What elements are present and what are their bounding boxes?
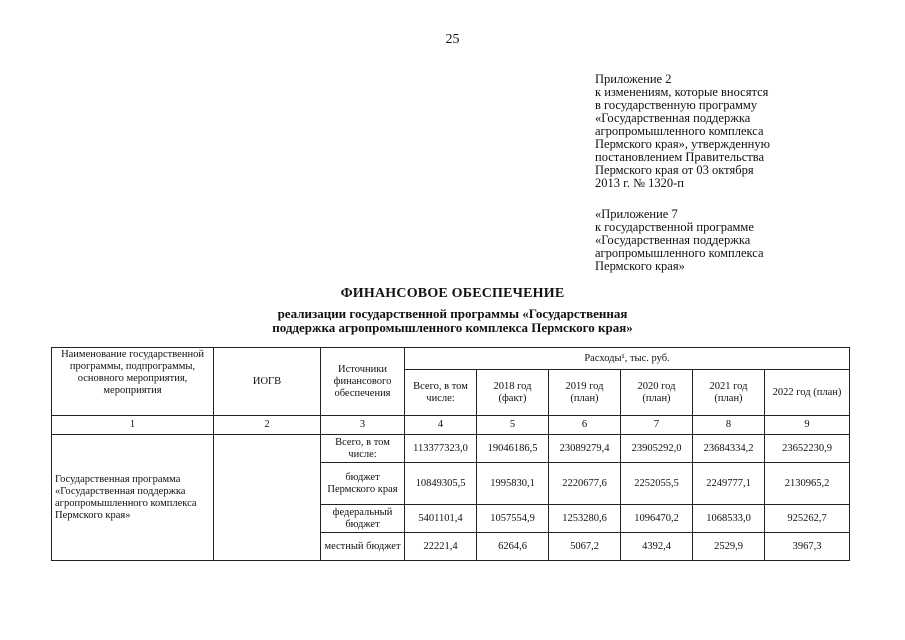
appendix-note-7	[595, 208, 764, 273]
appendix-note-2	[595, 73, 770, 190]
column-number: 1	[52, 416, 214, 435]
column-number: 4	[405, 416, 477, 435]
value-cell: 22221,4	[405, 533, 477, 561]
appendix-line: «Государственная поддержка	[595, 111, 751, 125]
value-cell: 23089279,4	[549, 435, 621, 463]
page-number: 25	[445, 32, 460, 47]
subtitle-line: поддержка агропромышленного комплекса Пермского края»	[272, 320, 633, 335]
source-cell: федеральный бюджет	[321, 505, 405, 533]
iogv-cell	[214, 435, 321, 561]
column-number: 3	[321, 416, 405, 435]
header-expenses: Расходы¹, тыс. руб.	[405, 348, 850, 370]
value-cell: 4392,4	[621, 533, 693, 561]
column-number-row	[52, 416, 850, 435]
document-title: ФИНАНСОВОЕ ОБЕСПЕЧЕНИЕ	[340, 286, 565, 301]
value-cell: 23684334,2	[693, 435, 765, 463]
value-cell: 2529,9	[693, 533, 765, 561]
appendix-line: к государственной программе	[595, 220, 754, 234]
appendix-line: «Государственная поддержка	[595, 233, 751, 247]
header-sources: Источники финансового обеспечения	[321, 348, 405, 416]
appendix-line: Пермского края», утвержденную	[595, 137, 770, 151]
source-cell: бюджет Пермского края	[321, 463, 405, 505]
value-cell: 10849305,5	[405, 463, 477, 505]
column-number: 8	[693, 416, 765, 435]
value-cell: 23652230,9	[765, 435, 850, 463]
subtitle-line: реализации государственной программы «Государственная	[277, 306, 628, 321]
column-number: 6	[549, 416, 621, 435]
value-cell: 5067,2	[549, 533, 621, 561]
value-cell: 1995830,1	[477, 463, 549, 505]
header-row	[52, 348, 850, 370]
program-name: Государственная программа «Государственная поддержка агропромышленного комплекса Пермского края»	[52, 435, 214, 561]
source-cell: местный бюджет	[321, 533, 405, 561]
appendix-line: в государственную программу	[595, 98, 758, 112]
value-cell: 2130965,2	[765, 463, 850, 505]
value-cell: 3967,3	[765, 533, 850, 561]
value-cell: 2252055,5	[621, 463, 693, 505]
source-cell: Всего, в том числе:	[321, 435, 405, 463]
appendix-line: «Приложение 7	[595, 207, 678, 221]
value-cell: 23905292,0	[621, 435, 693, 463]
header-name: Наименование государственной программы, подпрограммы, основного мероприятия, мероприятия	[52, 348, 214, 416]
document-subtitle	[0, 307, 905, 335]
header-2019: 2019 год (план)	[549, 370, 621, 416]
value-cell: 1068533,0	[693, 505, 765, 533]
column-number: 9	[765, 416, 850, 435]
value-cell: 6264,6	[477, 533, 549, 561]
value-cell: 1057554,9	[477, 505, 549, 533]
value-cell: 1096470,2	[621, 505, 693, 533]
column-number: 2	[214, 416, 321, 435]
appendix-line: агропромышленного комплекса	[595, 124, 764, 138]
header-2018: 2018 год (факт)	[477, 370, 549, 416]
header-2022: 2022 год (план)	[765, 370, 850, 416]
header-iogv: ИОГВ	[214, 348, 321, 416]
value-cell: 113377323,0	[405, 435, 477, 463]
table-row	[52, 435, 850, 463]
column-number: 5	[477, 416, 549, 435]
value-cell: 2220677,6	[549, 463, 621, 505]
appendix-line: Пермского края»	[595, 259, 685, 273]
value-cell: 5401101,4	[405, 505, 477, 533]
appendix-line: к изменениям, которые вносятся	[595, 85, 769, 99]
value-cell: 2249777,1	[693, 463, 765, 505]
appendix-line: агропромышленного комплекса	[595, 246, 764, 260]
financing-table	[51, 347, 850, 561]
appendix-line: постановлением Правительства	[595, 150, 765, 164]
column-number: 7	[621, 416, 693, 435]
header-2021: 2021 год (план)	[693, 370, 765, 416]
value-cell: 1253280,6	[549, 505, 621, 533]
header-2020: 2020 год (план)	[621, 370, 693, 416]
appendix-line: Приложение 2	[595, 72, 672, 86]
header-total: Всего, в том числе:	[405, 370, 477, 416]
value-cell: 925262,7	[765, 505, 850, 533]
appendix-line: Пермского края от 03 октября	[595, 163, 754, 177]
value-cell: 19046186,5	[477, 435, 549, 463]
appendix-line: 2013 г. № 1320-п	[595, 176, 684, 190]
